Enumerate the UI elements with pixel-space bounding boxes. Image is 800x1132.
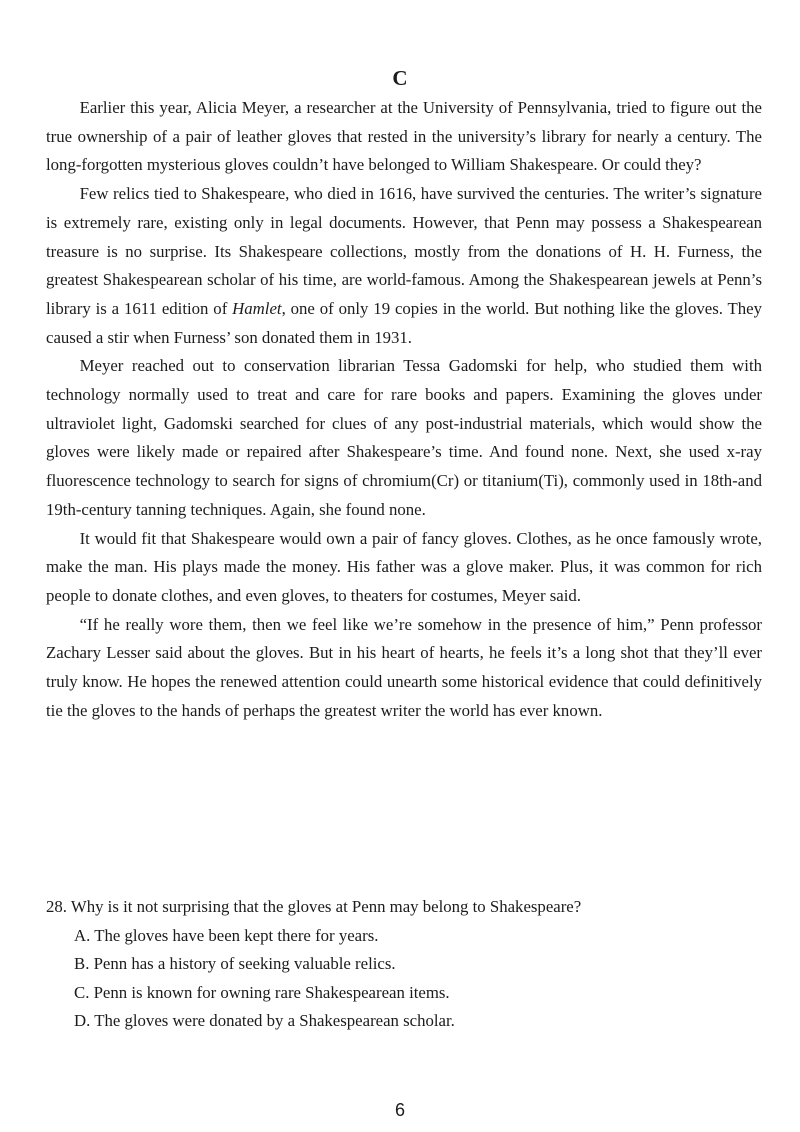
section-title: C [392, 66, 408, 90]
passage-paragraph-5: “If he really wore them, then we feel like we’re somehow in the presence of him,” Penn professor Zachary Lesser said about the gloves. But in his heart of hearts, he feels it’s a long shot that they’ll ever truly know. He hopes the renewed attention could unearth some historical evidence that could definitively tie the gloves to the hands of perhaps the greatest writer the world has ever known. [46, 614, 762, 720]
paragraph-2-text-before: Few relics tied to Shakespeare, who died in 1616, have survived the centuries. The writer’s signature is extremely rare, existing only in legal documents. However, that Penn may possess a Shakespearean treasure is no surprise. Its Shakespeare collections, mostly from the donations of H. H. Furness, the greatest Shakespearean scholar of his time, are world-famous. Among the Shakespearean jewels at Penn’s library is a 1611 edition of [46, 184, 762, 318]
question-28 [46, 893, 762, 1036]
passage-paragraph-4: It would fit that Shakespeare would own a pair of fancy gloves. Clothes, as he once famously wrote, make the man. His plays made the money. His father was a glove maker. Plus, it was common for rich people to donate clothes, and even gloves, to theaters for costumes, Meyer said. [46, 528, 762, 605]
answer-options [46, 922, 762, 1036]
page-number: 6 [394, 1100, 405, 1120]
option-c: C. Penn is known for owning rare Shakespearean items. [74, 982, 450, 1002]
reading-passage [46, 94, 762, 725]
passage-paragraph-1: Earlier this year, Alicia Meyer, a researcher at the University of Pennsylvania, tried to figure out the true ownership of a pair of leather gloves that rested in the university’s library for nearly a century. The long-forgotten mysterious gloves couldn’t have belonged to William Shakespeare. Or could they? [46, 98, 762, 175]
option-a: A. The gloves have been kept there for years. [74, 925, 379, 945]
book-title-hamlet: Hamlet [232, 298, 282, 318]
passage-paragraph-3: Meyer reached out to conservation librarian Tessa Gadomski for help, who studied them with technology normally used to treat and care for rare books and papers. Examining the gloves under ultraviolet light, Gadomski searched for clues of any post-industrial materials, which would show the gloves were likely made or repaired after Shakespeare’s time. And found none. Next, she used x-ray fluorescence technology to search for signs of chromium(Cr) or titanium(Ti), commonly used in 18th-and 19th-century tanning techniques. Again, she found none. [46, 356, 762, 519]
passage-paragraph-2 [46, 180, 762, 352]
paragraph-2-text-after: , one of only 19 copies in the world. But nothing like the gloves. They caused a stir when Furness’ son donated them in 1931. [46, 298, 762, 347]
option-d: D. The gloves were donated by a Shakespearean scholar. [74, 1011, 455, 1030]
question-stem: 28. Why is it not surprising that the gloves at Penn may belong to Shakespeare? [46, 897, 582, 916]
option-b: B. Penn has a history of seeking valuable relics. [74, 954, 396, 973]
